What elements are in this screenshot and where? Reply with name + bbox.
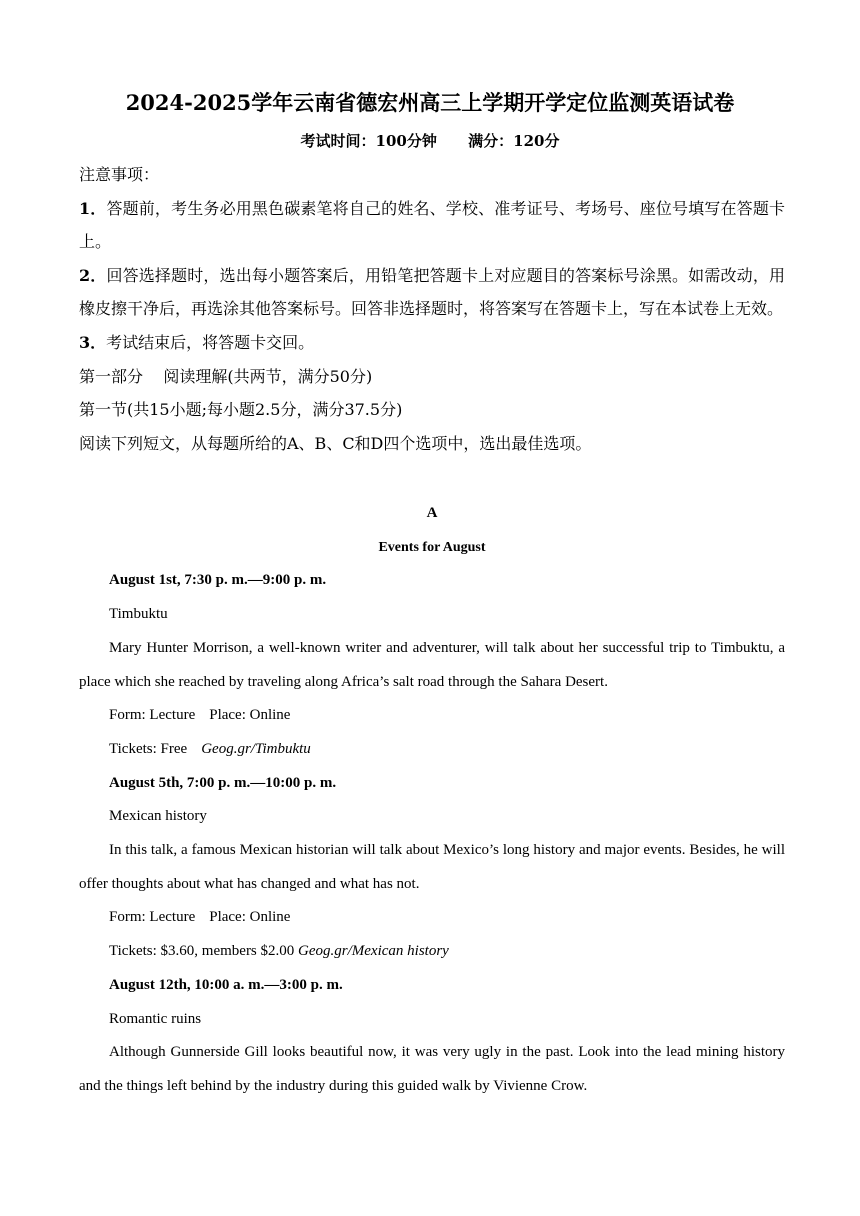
passage-letter: A bbox=[426, 505, 438, 521]
event-form-place bbox=[79, 901, 785, 935]
section-instruction: 阅读下列短文，从每题所给的A、B、C和D四个选项中，选出最佳选项。 bbox=[79, 433, 592, 453]
event-name: Romantic ruins bbox=[109, 1010, 202, 1027]
event-time: August 1st, 7:30 p. m.—9:00 p. m. bbox=[109, 572, 327, 589]
part-title: 第一部分 阅读理解(共两节，满分50分) bbox=[79, 366, 373, 386]
event-form-place bbox=[79, 699, 785, 733]
note-item-1 bbox=[79, 192, 785, 259]
event-place: Place: Online bbox=[209, 707, 291, 724]
event-tickets-line bbox=[79, 733, 785, 767]
notes-heading: 注意事项： bbox=[79, 165, 160, 184]
event-form: Form: Lecture bbox=[109, 909, 196, 926]
passage-title: Events for August bbox=[378, 539, 486, 555]
note-item-2 bbox=[79, 259, 785, 326]
exam-time-and-score: 考试时间：100分钟 满分：120分 bbox=[300, 132, 560, 150]
event-name: Mexican history bbox=[109, 808, 207, 825]
event-form: Form: Lecture bbox=[109, 707, 196, 724]
event-link: Geog.gr/Timbuktu bbox=[201, 740, 311, 757]
section-title: 第一节(共15小题;每小题2.5分，满分37.5分) bbox=[79, 400, 403, 420]
note-number: 2． bbox=[79, 265, 107, 285]
event-link: Geog.gr/Mexican history bbox=[298, 943, 449, 960]
event-tickets: Tickets: Free bbox=[109, 740, 188, 757]
event-tickets-line bbox=[79, 935, 785, 969]
event-tickets: Tickets: $3.60, members $2.00 bbox=[109, 943, 295, 960]
instructions-block bbox=[79, 158, 785, 460]
note-text: 回答选择题时，选出每小题答案后，用铅笔把答题卡上对应题目的答案标号涂黑。如需改动，用橡皮擦干净后，再选涂其他答案标号。回答非选择题时，将答案写在答题卡上，写在本试卷上无效。 bbox=[79, 265, 785, 319]
note-number: 1． bbox=[79, 198, 107, 218]
event-description: Mary Hunter Morrison, a well-known writer and adventurer, will talk about her successful trip to Timbuktu, a place which she reached by traveling along Africa’s salt road through the Sahara Desert. bbox=[79, 639, 785, 690]
note-text: 考试结束后，将答题卡交回。 bbox=[106, 332, 315, 352]
note-item-3 bbox=[79, 326, 785, 360]
event-time: August 5th, 7:00 p. m.—10:00 p. m. bbox=[109, 774, 337, 791]
event-place: Place: Online bbox=[209, 909, 291, 926]
note-number: 3． bbox=[79, 332, 107, 352]
reading-passage-a bbox=[79, 497, 785, 1104]
event-description: In this talk, a famous Mexican historian will talk about Mexico’s long history and major events. Besides, he will offer thoughts about what has changed and what has not. bbox=[79, 842, 785, 892]
event-name: Timbuktu bbox=[109, 606, 168, 623]
page-title: 2024-2025学年云南省德宏州高三上学期开学定位监测英语试卷 bbox=[125, 90, 735, 115]
note-text: 答题前，考生务必用黑色碳素笔将自己的姓名、学校、准考证号、考场号、座位号填写在答题卡上。 bbox=[79, 198, 785, 252]
event-time: August 12th, 10:00 a. m.—3:00 p. m. bbox=[109, 976, 343, 993]
event-description: Although Gunnerside Gill looks beautiful now, it was very ugly in the past. Look into the lead mining history and the things left behind by the industry during this guided walk by Vivienne Crow. bbox=[79, 1044, 785, 1094]
